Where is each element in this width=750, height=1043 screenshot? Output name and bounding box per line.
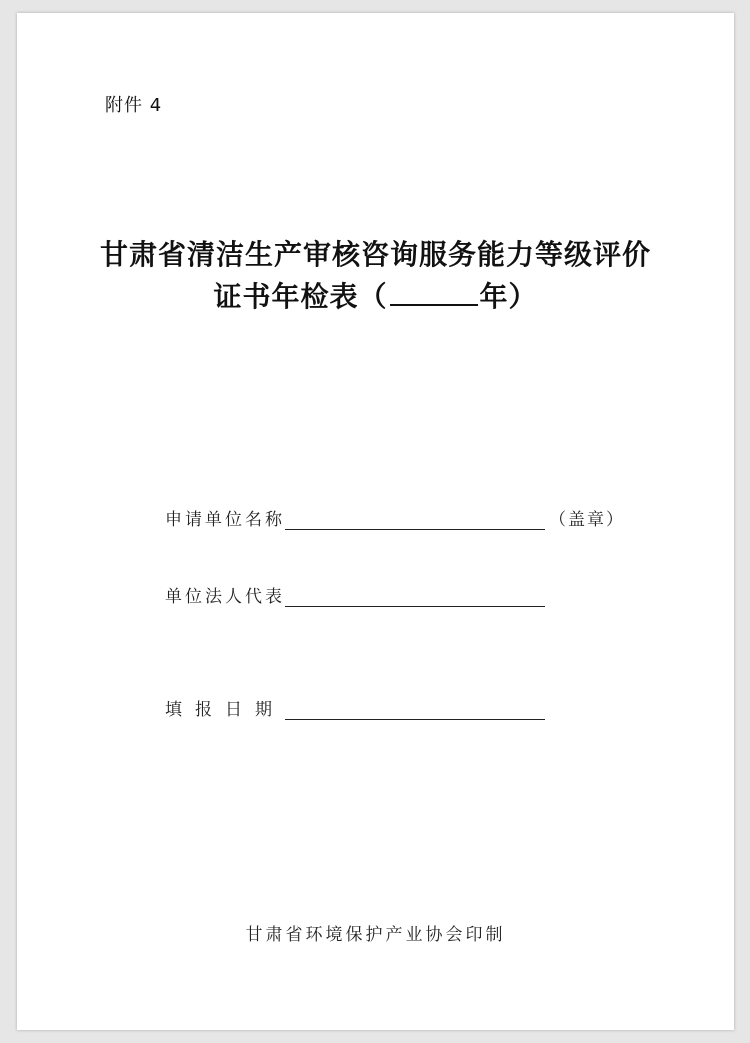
attachment-label: 附件 4 bbox=[105, 95, 163, 116]
legal-representative-blank bbox=[285, 586, 545, 607]
legal-representative-label: 单位法人代表 bbox=[165, 587, 285, 607]
applicant-unit-label: 申请单位名称 bbox=[165, 510, 285, 530]
issuer-footer: 甘肃省环境保护产业协会印制 bbox=[245, 925, 506, 945]
document-title-line-2 bbox=[17, 275, 734, 315]
fill-date-field bbox=[165, 695, 545, 720]
title-prefix: 证书年检表（ bbox=[213, 280, 388, 313]
document-title-line-1: 甘肃省清洁生产审核咨询服务能力等级评价 bbox=[99, 238, 651, 271]
legal-representative-field bbox=[165, 582, 545, 607]
seal-note: （盖章） bbox=[549, 510, 625, 530]
fill-date-blank bbox=[285, 699, 545, 720]
applicant-unit-blank bbox=[285, 509, 545, 530]
year-blank bbox=[390, 278, 478, 306]
applicant-unit-field bbox=[165, 505, 625, 530]
title-suffix: 年） bbox=[479, 280, 538, 313]
fill-date-label: 填报日期 bbox=[165, 700, 285, 720]
document-page bbox=[17, 13, 734, 1030]
